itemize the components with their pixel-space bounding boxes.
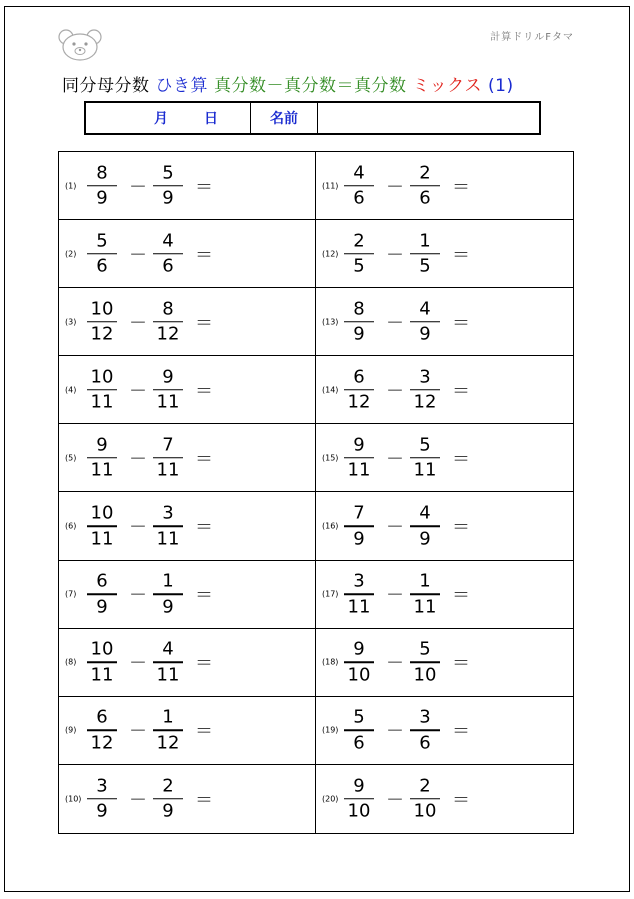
fraction-bar bbox=[153, 661, 183, 663]
fraction-denominator: 9 bbox=[419, 527, 431, 549]
fraction-numerator: 9 bbox=[353, 638, 365, 660]
fraction-numerator: 5 bbox=[419, 434, 431, 456]
problem-cell bbox=[59, 424, 316, 492]
fraction-bar bbox=[410, 253, 440, 255]
fraction-numerator: 5 bbox=[353, 706, 365, 728]
minuend-fraction bbox=[85, 434, 119, 482]
fraction-bar bbox=[153, 457, 183, 459]
fraction-denominator: 11 bbox=[90, 527, 114, 549]
minus-sign: － bbox=[129, 176, 147, 198]
problem-cell bbox=[316, 288, 573, 356]
subtrahend-fraction bbox=[151, 775, 185, 823]
worksheet-title bbox=[62, 71, 520, 96]
subtrahend-fraction bbox=[151, 502, 185, 550]
fraction-bar bbox=[344, 457, 374, 459]
fraction-bar bbox=[344, 525, 374, 527]
equals-sign: ＝ bbox=[452, 653, 470, 675]
problem-cell bbox=[316, 152, 573, 220]
fraction-bar bbox=[153, 389, 183, 391]
fraction-numerator: 3 bbox=[96, 775, 108, 797]
subtrahend-fraction bbox=[151, 570, 185, 618]
problem-cell bbox=[59, 765, 316, 833]
subtrahend-fraction bbox=[408, 162, 442, 210]
problem-number: (13) bbox=[322, 317, 339, 327]
fraction-bar bbox=[87, 389, 117, 391]
fraction-denominator: 11 bbox=[413, 459, 437, 481]
fraction-denominator: 11 bbox=[156, 391, 180, 413]
problem-number: (7) bbox=[65, 589, 77, 599]
minuend-fraction bbox=[85, 366, 119, 414]
fraction-denominator: 11 bbox=[347, 595, 371, 617]
subtrahend-fraction bbox=[408, 366, 442, 414]
problem-number: (2) bbox=[65, 249, 77, 259]
problem-number: (3) bbox=[65, 317, 77, 327]
fraction-numerator: 2 bbox=[162, 775, 174, 797]
fraction-numerator: 6 bbox=[96, 570, 108, 592]
fraction-denominator: 10 bbox=[347, 663, 371, 685]
problem-number: (5) bbox=[65, 453, 77, 463]
equals-sign: ＝ bbox=[195, 517, 213, 539]
name-field[interactable] bbox=[318, 103, 539, 133]
fraction-numerator: 9 bbox=[96, 434, 108, 456]
subtrahend-fraction bbox=[151, 230, 185, 278]
minuend-fraction bbox=[85, 638, 119, 686]
fraction-bar bbox=[410, 185, 440, 187]
fraction-denominator: 6 bbox=[419, 732, 431, 754]
fraction-numerator: 7 bbox=[162, 434, 174, 456]
problem-cell bbox=[59, 492, 316, 560]
minuend-fraction bbox=[342, 570, 376, 618]
fraction-denominator: 6 bbox=[419, 187, 431, 209]
fraction-numerator: 7 bbox=[353, 502, 365, 524]
fraction-denominator: 12 bbox=[90, 323, 114, 345]
minus-sign: － bbox=[386, 312, 404, 334]
fraction-denominator: 11 bbox=[156, 663, 180, 685]
fraction-denominator: 11 bbox=[90, 663, 114, 685]
fraction-bar bbox=[344, 730, 374, 732]
equals-sign: ＝ bbox=[452, 176, 470, 198]
minuend-fraction bbox=[342, 502, 376, 550]
title-part: ミックス bbox=[412, 76, 482, 96]
problem-cell bbox=[316, 424, 573, 492]
fraction-numerator: 1 bbox=[419, 570, 431, 592]
fraction-numerator: 6 bbox=[353, 366, 365, 388]
subtrahend-fraction bbox=[151, 366, 185, 414]
problem-cell bbox=[59, 152, 316, 220]
fraction-bar bbox=[87, 798, 117, 800]
equals-sign: ＝ bbox=[195, 244, 213, 266]
problem-number: (11) bbox=[322, 181, 339, 191]
subtrahend-fraction bbox=[408, 434, 442, 482]
fraction-denominator: 5 bbox=[419, 255, 431, 277]
fraction-denominator: 5 bbox=[353, 255, 365, 277]
minus-sign: － bbox=[386, 380, 404, 402]
minuend-fraction bbox=[342, 775, 376, 823]
title-part: ひき算 bbox=[155, 76, 208, 96]
fraction-bar bbox=[87, 593, 117, 595]
problem-number: (15) bbox=[322, 453, 339, 463]
fraction-bar bbox=[410, 661, 440, 663]
problem-cell bbox=[316, 697, 573, 765]
fraction-numerator: 6 bbox=[96, 706, 108, 728]
name-date-box bbox=[84, 101, 541, 135]
fraction-bar bbox=[344, 253, 374, 255]
minus-sign: － bbox=[129, 380, 147, 402]
equals-sign: ＝ bbox=[452, 312, 470, 334]
fraction-denominator: 12 bbox=[347, 391, 371, 413]
minus-sign: － bbox=[129, 448, 147, 470]
equals-sign: ＝ bbox=[452, 721, 470, 743]
minuend-fraction bbox=[85, 162, 119, 210]
fraction-denominator: 6 bbox=[96, 255, 108, 277]
problem-cell bbox=[59, 697, 316, 765]
problem-number: (20) bbox=[322, 794, 339, 804]
fraction-numerator: 10 bbox=[90, 638, 114, 660]
fraction-bar bbox=[87, 457, 117, 459]
equals-sign: ＝ bbox=[195, 312, 213, 334]
minuend-fraction bbox=[85, 230, 119, 278]
minus-sign: － bbox=[386, 244, 404, 266]
equals-sign: ＝ bbox=[195, 176, 213, 198]
fraction-numerator: 3 bbox=[419, 366, 431, 388]
minuend-fraction bbox=[85, 707, 119, 755]
minuend-fraction bbox=[342, 366, 376, 414]
minus-sign: － bbox=[129, 721, 147, 743]
fraction-numerator: 1 bbox=[162, 706, 174, 728]
fraction-numerator: 3 bbox=[353, 570, 365, 592]
fraction-bar bbox=[410, 525, 440, 527]
minus-sign: － bbox=[386, 448, 404, 470]
fraction-numerator: 9 bbox=[162, 366, 174, 388]
problem-number: (10) bbox=[65, 794, 82, 804]
fraction-bar bbox=[153, 593, 183, 595]
equals-sign: ＝ bbox=[452, 789, 470, 811]
minuend-fraction bbox=[342, 298, 376, 346]
fraction-bar bbox=[344, 321, 374, 323]
fraction-bar bbox=[87, 321, 117, 323]
fraction-bar bbox=[87, 253, 117, 255]
minus-sign: － bbox=[386, 517, 404, 539]
fraction-denominator: 9 bbox=[162, 800, 174, 822]
date-field[interactable] bbox=[86, 103, 251, 133]
name-label: 名前 bbox=[251, 103, 318, 133]
problem-cell bbox=[316, 561, 573, 629]
fraction-bar bbox=[87, 185, 117, 187]
minus-sign: － bbox=[386, 721, 404, 743]
fraction-numerator: 8 bbox=[353, 297, 365, 319]
problem-cell bbox=[316, 220, 573, 288]
fraction-denominator: 12 bbox=[156, 323, 180, 345]
equals-sign: ＝ bbox=[452, 244, 470, 266]
subtrahend-fraction bbox=[408, 638, 442, 686]
fraction-numerator: 2 bbox=[419, 775, 431, 797]
fraction-denominator: 11 bbox=[413, 595, 437, 617]
title-part: 真分数－真分数＝真分数 bbox=[214, 76, 407, 96]
subtrahend-fraction bbox=[408, 502, 442, 550]
minus-sign: － bbox=[386, 176, 404, 198]
equals-sign: ＝ bbox=[452, 380, 470, 402]
fraction-denominator: 10 bbox=[347, 800, 371, 822]
fraction-numerator: 8 bbox=[162, 297, 174, 319]
fraction-bar bbox=[153, 185, 183, 187]
fraction-bar bbox=[410, 321, 440, 323]
problem-cell bbox=[316, 356, 573, 424]
problem-cell bbox=[316, 492, 573, 560]
problem-cell bbox=[316, 629, 573, 697]
fraction-denominator: 9 bbox=[353, 323, 365, 345]
problem-number: (18) bbox=[322, 657, 339, 667]
equals-sign: ＝ bbox=[452, 517, 470, 539]
fraction-numerator: 3 bbox=[162, 502, 174, 524]
fraction-denominator: 11 bbox=[90, 459, 114, 481]
bear-logo-icon bbox=[57, 28, 103, 62]
minuend-fraction bbox=[342, 162, 376, 210]
fraction-bar bbox=[410, 457, 440, 459]
fraction-denominator: 12 bbox=[90, 732, 114, 754]
fraction-denominator: 9 bbox=[96, 595, 108, 617]
problem-cell bbox=[59, 356, 316, 424]
fraction-denominator: 9 bbox=[162, 595, 174, 617]
fraction-denominator: 6 bbox=[353, 732, 365, 754]
subtrahend-fraction bbox=[408, 775, 442, 823]
problem-number: (1) bbox=[65, 181, 77, 191]
fraction-numerator: 5 bbox=[162, 161, 174, 183]
minus-sign: － bbox=[386, 789, 404, 811]
fraction-bar bbox=[344, 798, 374, 800]
fraction-bar bbox=[344, 661, 374, 663]
minuend-fraction bbox=[342, 638, 376, 686]
problem-number: (17) bbox=[322, 589, 339, 599]
day-label: 日 bbox=[204, 111, 218, 127]
fraction-numerator: 9 bbox=[353, 434, 365, 456]
fraction-bar bbox=[153, 730, 183, 732]
problem-cell bbox=[59, 288, 316, 356]
problem-number: (4) bbox=[65, 385, 77, 395]
minuend-fraction bbox=[342, 707, 376, 755]
minus-sign: － bbox=[386, 585, 404, 607]
equals-sign: ＝ bbox=[195, 789, 213, 811]
minus-sign: － bbox=[129, 312, 147, 334]
problem-number: (14) bbox=[322, 385, 339, 395]
fraction-numerator: 10 bbox=[90, 502, 114, 524]
fraction-denominator: 11 bbox=[156, 459, 180, 481]
fraction-numerator: 10 bbox=[90, 297, 114, 319]
minus-sign: － bbox=[386, 653, 404, 675]
fraction-bar bbox=[410, 593, 440, 595]
minus-sign: － bbox=[129, 789, 147, 811]
fraction-denominator: 12 bbox=[413, 391, 437, 413]
fraction-denominator: 11 bbox=[347, 459, 371, 481]
subtrahend-fraction bbox=[151, 638, 185, 686]
fraction-bar bbox=[410, 389, 440, 391]
fraction-bar bbox=[87, 661, 117, 663]
fraction-denominator: 9 bbox=[353, 527, 365, 549]
fraction-numerator: 9 bbox=[353, 775, 365, 797]
fraction-denominator: 9 bbox=[96, 800, 108, 822]
fraction-numerator: 4 bbox=[419, 502, 431, 524]
problem-number: (12) bbox=[322, 249, 339, 259]
problem-number: (9) bbox=[65, 725, 77, 735]
minus-sign: － bbox=[129, 653, 147, 675]
fraction-bar bbox=[344, 389, 374, 391]
fraction-denominator: 9 bbox=[162, 187, 174, 209]
problem-number: (16) bbox=[322, 521, 339, 531]
fraction-denominator: 12 bbox=[156, 732, 180, 754]
fraction-denominator: 9 bbox=[96, 187, 108, 209]
fraction-denominator: 9 bbox=[419, 323, 431, 345]
equals-sign: ＝ bbox=[195, 721, 213, 743]
problem-cell bbox=[59, 220, 316, 288]
fraction-numerator: 4 bbox=[162, 229, 174, 251]
fraction-bar bbox=[87, 525, 117, 527]
fraction-bar bbox=[153, 798, 183, 800]
fraction-numerator: 4 bbox=[162, 638, 174, 660]
fraction-bar bbox=[410, 798, 440, 800]
subtrahend-fraction bbox=[151, 434, 185, 482]
fraction-denominator: 11 bbox=[90, 391, 114, 413]
minuend-fraction bbox=[85, 775, 119, 823]
fraction-denominator: 11 bbox=[156, 527, 180, 549]
minuend-fraction bbox=[85, 502, 119, 550]
fraction-denominator: 6 bbox=[162, 255, 174, 277]
subtrahend-fraction bbox=[408, 570, 442, 618]
fraction-denominator: 10 bbox=[413, 800, 437, 822]
fraction-denominator: 6 bbox=[353, 187, 365, 209]
subtrahend-fraction bbox=[151, 707, 185, 755]
problem-cell bbox=[316, 765, 573, 833]
minuend-fraction bbox=[342, 230, 376, 278]
subtrahend-fraction bbox=[408, 298, 442, 346]
problem-cell bbox=[59, 561, 316, 629]
subtrahend-fraction bbox=[151, 162, 185, 210]
equals-sign: ＝ bbox=[195, 448, 213, 470]
brand-label: 計算ドリルFタマ bbox=[490, 32, 574, 43]
fraction-numerator: 5 bbox=[419, 638, 431, 660]
fraction-bar bbox=[153, 253, 183, 255]
problem-number: (19) bbox=[322, 725, 339, 735]
fraction-numerator: 10 bbox=[90, 366, 114, 388]
fraction-bar bbox=[410, 730, 440, 732]
minus-sign: － bbox=[129, 585, 147, 607]
fraction-numerator: 2 bbox=[419, 161, 431, 183]
fraction-numerator: 1 bbox=[419, 229, 431, 251]
fraction-numerator: 2 bbox=[353, 229, 365, 251]
problem-grid bbox=[58, 151, 574, 834]
minus-sign: － bbox=[129, 517, 147, 539]
minuend-fraction bbox=[342, 434, 376, 482]
fraction-bar bbox=[87, 730, 117, 732]
equals-sign: ＝ bbox=[452, 585, 470, 607]
equals-sign: ＝ bbox=[452, 448, 470, 470]
problem-number: (8) bbox=[65, 657, 77, 667]
fraction-numerator: 3 bbox=[419, 706, 431, 728]
equals-sign: ＝ bbox=[195, 653, 213, 675]
fraction-numerator: 5 bbox=[96, 229, 108, 251]
minus-sign: － bbox=[129, 244, 147, 266]
fraction-bar bbox=[153, 525, 183, 527]
fraction-bar bbox=[344, 593, 374, 595]
fraction-bar bbox=[344, 185, 374, 187]
equals-sign: ＝ bbox=[195, 585, 213, 607]
minuend-fraction bbox=[85, 570, 119, 618]
fraction-numerator: 1 bbox=[162, 570, 174, 592]
subtrahend-fraction bbox=[408, 707, 442, 755]
subtrahend-fraction bbox=[408, 230, 442, 278]
equals-sign: ＝ bbox=[195, 380, 213, 402]
fraction-numerator: 4 bbox=[353, 161, 365, 183]
subtrahend-fraction bbox=[151, 298, 185, 346]
month-label: 月 bbox=[154, 111, 168, 127]
title-part: 同分母分数 bbox=[62, 76, 150, 96]
problem-cell bbox=[59, 629, 316, 697]
minuend-fraction bbox=[85, 298, 119, 346]
fraction-denominator: 10 bbox=[413, 663, 437, 685]
fraction-numerator: 4 bbox=[419, 297, 431, 319]
title-part: (1) bbox=[488, 76, 514, 96]
fraction-bar bbox=[153, 321, 183, 323]
fraction-numerator: 8 bbox=[96, 161, 108, 183]
problem-number: (6) bbox=[65, 521, 77, 531]
